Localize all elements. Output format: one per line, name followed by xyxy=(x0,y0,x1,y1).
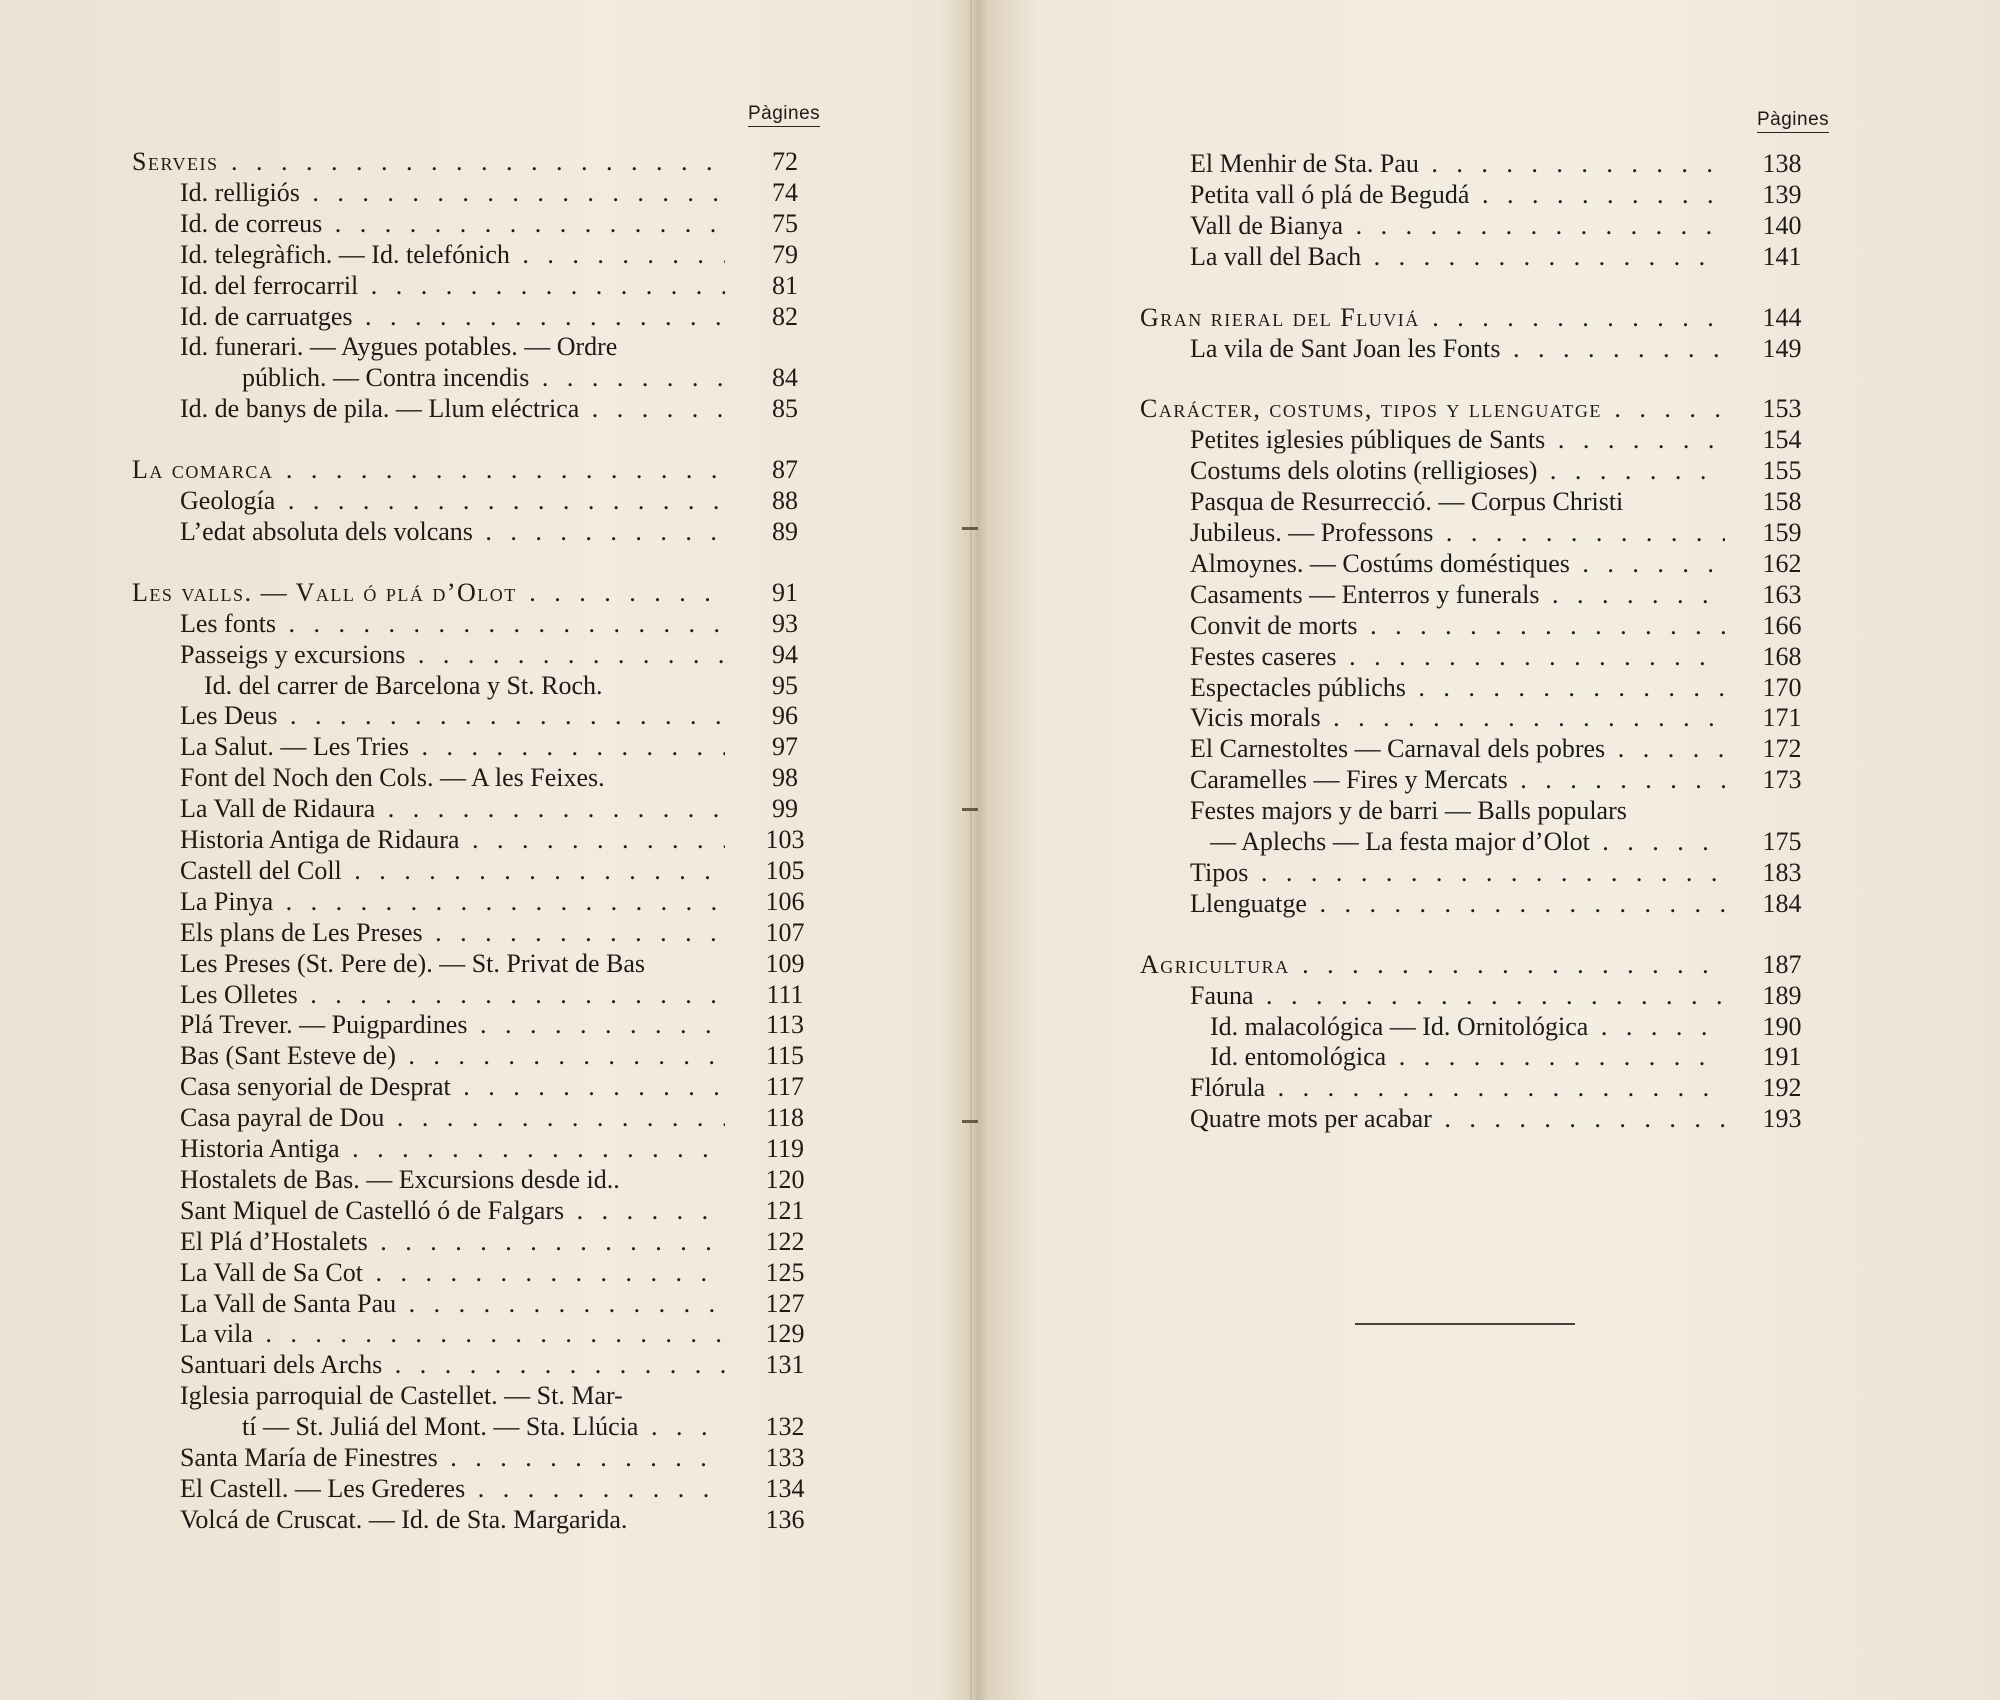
toc-entry-page: 85 xyxy=(772,394,798,424)
toc-entry-page: 190 xyxy=(1762,1011,1802,1041)
toc-entry-page: 121 xyxy=(765,1195,805,1225)
toc-entry-title: Id. funerari. — Aygues potables. — Ordre xyxy=(180,332,618,362)
toc-entry-page: 97 xyxy=(772,732,798,762)
toc-entry-title: Passeigs y excursions . . . xyxy=(180,639,725,670)
toc-entry-page: 127 xyxy=(765,1288,805,1318)
toc-entry-title: L’edat absoluta dels volcans . . . xyxy=(180,516,725,547)
toc-entry-title: Id. del ferrocarril . . . xyxy=(180,270,725,301)
toc-entry-title: Costums dels olotins (relligioses) . . . xyxy=(1190,455,1725,486)
toc-entry-title: El Castell. — Les Grederes . . . xyxy=(180,1473,725,1504)
toc-entry-page: 113 xyxy=(765,1010,805,1040)
toc-entry-title: Quatre mots per acabar . . . xyxy=(1190,1103,1725,1134)
toc-entry-page: 87 xyxy=(772,455,798,485)
toc-entry-page: 115 xyxy=(765,1041,805,1071)
toc-entry-page: 171 xyxy=(1762,703,1802,733)
toc-entry-title: Casaments — Enterros y funerals . . . xyxy=(1190,579,1725,610)
toc-entry-page: 132 xyxy=(765,1412,805,1442)
toc-entry-title: públich. — Contra incendis . . . xyxy=(242,362,725,393)
toc-entry-title: Historia Antiga . . . xyxy=(180,1133,725,1164)
toc-entry-title: Les Deus . . . xyxy=(180,700,725,731)
toc-entry-title: Fauna . . . xyxy=(1190,980,1725,1011)
toc-entry-title: La Vall de Santa Pau . . . xyxy=(180,1288,725,1319)
toc-entry-page: 144 xyxy=(1762,302,1802,332)
toc-entry-page: 120 xyxy=(765,1164,805,1194)
toc-entry-title: La vall del Bach . . . xyxy=(1190,241,1725,272)
toc-entry-page: 184 xyxy=(1762,888,1802,918)
toc-entry-title: Santa María de Finestres . . . xyxy=(180,1442,725,1473)
toc-entry-title: tí — St. Juliá del Mont. — Sta. Llúcia . . . xyxy=(242,1411,725,1442)
toc-entry-title: Convit de morts . . . xyxy=(1190,610,1725,641)
toc-entry-page: 175 xyxy=(1762,827,1802,856)
left-page xyxy=(0,0,980,1700)
toc-entry-title: Bas (Sant Esteve de) . . . xyxy=(180,1040,725,1071)
closing-rule xyxy=(1355,1323,1575,1325)
toc-entry-page: 72 xyxy=(772,147,798,176)
toc-entry-page: 75 xyxy=(772,208,798,238)
toc-entry-title: Petita vall ó plá de Begudá . . . xyxy=(1190,179,1725,210)
toc-entry-title: Historia Antiga de Ridaura . . . xyxy=(180,824,725,855)
toc-entry-page: 183 xyxy=(1762,857,1802,887)
toc-entry-title: La Vall de Sa Cot . . . xyxy=(180,1257,725,1288)
toc-entry-page: 107 xyxy=(765,917,805,947)
right-page xyxy=(980,0,2000,1700)
toc-entry-title: Id. entomológica . . . xyxy=(1210,1041,1725,1072)
toc-entry-page: 136 xyxy=(765,1504,805,1534)
toc-entry-page: 111 xyxy=(766,979,804,1009)
toc-entry-title: Santuari dels Archs . . . xyxy=(180,1349,725,1380)
toc-entry-page: 99 xyxy=(772,794,798,824)
toc-entry-page: 122 xyxy=(765,1226,805,1256)
toc-entry-page: 98 xyxy=(772,763,798,793)
toc-entry-title: Serveis . . . xyxy=(132,146,725,177)
toc-entry-page: 133 xyxy=(765,1443,805,1472)
toc-entry-title: Id. de banys de pila. — Llum eléctrica . . . xyxy=(180,393,725,424)
toc-entry-page: 153 xyxy=(1762,394,1802,424)
toc-entry-title: Id. malacológica — Id. Ornitológica . . . xyxy=(1210,1011,1725,1042)
toc-entry-title: Casa senyorial de Desprat . . . xyxy=(180,1071,725,1102)
toc-entry-page: 141 xyxy=(1762,241,1802,271)
toc-entry-title: Els plans de Les Preses . . . xyxy=(180,917,725,948)
toc-entry-page: 109 xyxy=(765,948,805,978)
toc-entry-title: Caramelles — Fires y Mercats . . . xyxy=(1190,764,1725,795)
toc-entry-page: 170 xyxy=(1762,672,1802,702)
toc-entry-title: Geología . . . xyxy=(180,485,725,516)
toc-entry-page: 91 xyxy=(772,577,798,607)
toc-entry-page: 193 xyxy=(1762,1104,1802,1134)
pages-column-header: Pàgines xyxy=(1757,109,1829,133)
toc-entry-page: 154 xyxy=(1762,425,1802,455)
toc-entry-page: 82 xyxy=(772,301,798,331)
toc-entry-title: Festes caseres . . . xyxy=(1190,641,1725,672)
toc-entry-title: El Carnestoltes — Carnaval dels pobres . . . xyxy=(1190,733,1725,764)
toc-entry-page: 139 xyxy=(1762,179,1802,209)
toc-entry-title: Festes majors y de barri — Balls populars xyxy=(1190,796,1627,826)
toc-entry-page: 131 xyxy=(765,1350,805,1380)
toc-entry-title: La Salut. — Les Tries . . . xyxy=(180,731,725,762)
toc-entry-page: 159 xyxy=(1762,518,1802,547)
toc-entry-page: 74 xyxy=(772,177,798,207)
toc-entry-page: 118 xyxy=(765,1103,805,1133)
toc-entry-title: Sant Miquel de Castelló ó de Falgars . . . xyxy=(180,1195,725,1226)
toc-entry-page: 155 xyxy=(1762,456,1802,486)
toc-entry-page: 158 xyxy=(1762,487,1802,517)
toc-entry-title: Pasqua de Resurrecció. — Corpus Christi xyxy=(1190,487,1624,517)
toc-entry-title: Les fonts . . . xyxy=(180,608,725,639)
toc-entry-page: 119 xyxy=(765,1134,805,1163)
toc-entry-title: Volcá de Cruscat. — Id. de Sta. Margarida. xyxy=(180,1504,628,1534)
toc-entry-page: 166 xyxy=(1762,610,1802,640)
toc-entry-title: — Aplechs — La festa major d’Olot . . . xyxy=(1210,826,1725,857)
toc-entry-title: Jubileus. — Professons . . . xyxy=(1190,517,1725,548)
toc-entry-title: Plá Trever. — Puigpardines . . . xyxy=(180,1009,725,1040)
toc-entry-title: La vila . . . xyxy=(180,1318,725,1349)
toc-entry-page: 140 xyxy=(1762,210,1802,240)
toc-entry-title: Carácter, costums, tipos y llenguatge . . . xyxy=(1140,393,1725,424)
toc-entry-title: Iglesia parroquial de Castellet. — St. Mar- xyxy=(180,1381,623,1411)
toc-entry-page: 134 xyxy=(765,1473,805,1503)
toc-entry-title: Les Preses (St. Pere de). — St. Privat de Bas xyxy=(180,948,646,978)
toc-entry-page: 89 xyxy=(772,516,798,546)
toc-entry-page: 189 xyxy=(1762,980,1802,1010)
toc-entry-title: Id. de correus . . . xyxy=(180,208,725,239)
toc-entry-title: Hostalets de Bas. — Excursions desde id.. xyxy=(180,1164,620,1194)
toc-entry-page: 103 xyxy=(765,825,805,854)
toc-entry-page: 162 xyxy=(1762,548,1802,578)
toc-entry-title: Vall de Bianya . . . xyxy=(1190,210,1725,241)
toc-entry-title: La Pinya . . . xyxy=(180,886,725,917)
toc-entry-title: Tipos . . . xyxy=(1190,857,1725,888)
toc-entry-page: 163 xyxy=(1762,579,1802,609)
toc-entry-title: Castell del Coll . . . xyxy=(180,855,725,886)
toc-entry-title: Llenguatge . . . xyxy=(1190,888,1725,919)
toc-entry-page: 79 xyxy=(772,239,798,269)
toc-entry-page: 192 xyxy=(1762,1073,1802,1103)
toc-entry-title: Casa payral de Dou . . . xyxy=(180,1102,725,1133)
toc-entry-page: 96 xyxy=(772,701,798,731)
toc-entry-page: 94 xyxy=(772,639,798,669)
toc-entry-title: El Menhir de Sta. Pau . . . xyxy=(1190,148,1725,179)
toc-entry-page: 106 xyxy=(765,886,805,916)
toc-entry-title: Les valls. — Vall ó plá d’Olot . . . xyxy=(132,577,725,608)
toc-entry-page: 93 xyxy=(772,608,798,638)
toc-entry-title: Id. relligiós . . . xyxy=(180,177,725,208)
toc-entry-title: La vila de Sant Joan les Fonts . . . xyxy=(1190,333,1725,364)
toc-entry-page: 191 xyxy=(1762,1042,1802,1072)
toc-entry-page: 138 xyxy=(1762,149,1802,178)
toc-entry-page: 84 xyxy=(772,363,798,393)
toc-entry-title: Vicis morals . . . xyxy=(1190,702,1725,733)
toc-entry-page: 168 xyxy=(1762,641,1802,671)
toc-entry-title: Id. del carrer de Barcelona y St. Roch. xyxy=(204,670,603,700)
toc-entry-page: 117 xyxy=(765,1072,805,1102)
toc-entry-page: 149 xyxy=(1762,333,1802,363)
toc-entry-title: Id. de carruatges . . . xyxy=(180,301,725,332)
toc-entry-page: 129 xyxy=(765,1319,805,1349)
toc-entry-title: Petites iglesies públiques de Sants . . . xyxy=(1190,424,1725,455)
toc-entry-title: Almoynes. — Costúms doméstiques . . . xyxy=(1190,548,1725,579)
toc-entry-title: Gran rieral del Fluviá . . . xyxy=(1140,302,1725,333)
pages-column-header: Pàgines xyxy=(748,103,820,127)
toc-entry-title: Font del Noch den Cols. — A les Feixes. xyxy=(180,763,605,793)
toc-entry-title: Les Olletes . . . xyxy=(180,979,725,1010)
toc-entry-page: 125 xyxy=(765,1257,805,1287)
toc-entry-title: Agricultura . . . xyxy=(1140,949,1725,980)
toc-entry-title: La Vall de Ridaura . . . xyxy=(180,793,725,824)
toc-entry-title: Espectacles públichs . . . xyxy=(1190,672,1725,703)
toc-entry-page: 105 xyxy=(765,855,805,885)
toc-entry-page: 187 xyxy=(1762,949,1802,979)
toc-entry-page: 88 xyxy=(772,486,798,515)
toc-entry-title: Flórula . . . xyxy=(1190,1072,1725,1103)
toc-entry-title: El Plá d’Hostalets . . . xyxy=(180,1226,725,1257)
toc-entry-page: 173 xyxy=(1762,765,1802,795)
toc-entry-page: 172 xyxy=(1762,734,1802,764)
toc-entry-title: La comarca . . . xyxy=(132,454,725,485)
toc-entry-page: 81 xyxy=(772,270,798,300)
toc-entry-title: Id. telegràfich. — Id. telefónich . . . xyxy=(180,239,725,270)
toc-entry-page: 95 xyxy=(772,670,798,700)
